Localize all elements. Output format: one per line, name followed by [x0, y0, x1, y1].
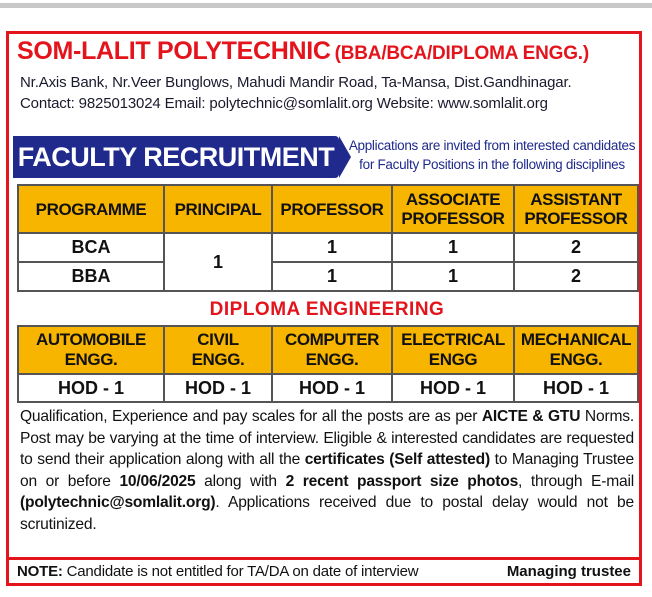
branch-header — [392, 326, 514, 374]
branch-header — [514, 326, 638, 374]
associate-cell: 1 — [392, 233, 514, 262]
advertisement-frame — [6, 31, 642, 586]
branch-line-2: ENGG. — [305, 350, 359, 369]
hod-post-cell: HOD - 1 — [272, 374, 392, 402]
branch-header — [18, 326, 164, 374]
principal-count-cell: 1 — [164, 233, 272, 291]
diploma-table — [17, 325, 639, 403]
professor-cell: 1 — [272, 262, 392, 291]
hod-post-cell: HOD - 1 — [164, 374, 272, 402]
signature: Managing trustee — [506, 563, 631, 580]
branch-line-2: ENGG — [428, 350, 478, 369]
header-associate-line-2: PROFESSOR — [401, 209, 505, 228]
contact-line — [20, 95, 552, 112]
associate-cell: 1 — [392, 262, 514, 291]
branch-header — [164, 326, 272, 374]
top-divider — [0, 3, 652, 8]
instructions-bold: AICTE & GTU — [481, 408, 581, 425]
instructions-text: Norms. Post may be varying at the time of interview. Eligible & interested candidates are requested to send their application along with all the — [20, 408, 634, 469]
deadline-date: 10/06/2025 — [119, 472, 196, 490]
hod-post-cell: HOD - 1 — [514, 374, 638, 402]
header-assistant-professor — [514, 185, 638, 233]
recruitment-banner: FACULTY RECRUITMENT — [13, 136, 339, 178]
header-professor: PROFESSOR — [272, 185, 392, 233]
branch-line-2: ENGG. — [191, 350, 245, 369]
header-principal: PRINCIPAL — [164, 185, 272, 233]
header-associate-line-1: ASSOCIATE — [405, 190, 501, 209]
branch-line-2: ENGG. — [549, 350, 603, 369]
header-assistant-line-1: ASSISTANT — [530, 190, 622, 209]
header-programme: PROGRAMME — [18, 185, 164, 233]
email-label: Email: — [164, 95, 206, 112]
notice-line-2: for Faculty Positions in the following disciplines — [359, 157, 625, 172]
website-label: Website: — [376, 95, 434, 112]
branch-line-1: CIVIL — [197, 330, 239, 349]
contact-phone: 9825013024 — [78, 95, 161, 112]
note-text: Candidate is not entitled for TA/DA on date of interview — [62, 563, 419, 580]
branch-header — [272, 326, 392, 374]
hod-post-cell: HOD - 1 — [392, 374, 514, 402]
application-instructions — [20, 406, 634, 536]
table-row — [18, 262, 638, 291]
institute-programmes: (BBA/BCA/DIPLOMA ENGG.) — [334, 43, 589, 64]
header-associate-professor — [392, 185, 514, 233]
programme-cell: BBA — [18, 262, 164, 291]
instructions-text: Qualification, Experience and pay scales for all the posts are as per — [20, 408, 482, 425]
email-address: polytechnic@somlalit.org — [209, 95, 373, 112]
instructions-text: , through E-mail — [518, 472, 634, 490]
footer-note — [17, 563, 418, 580]
branch-line-1: AUTOMOBILE — [36, 330, 146, 349]
table-header-row — [18, 185, 638, 233]
website-address: www.somlalit.org — [437, 95, 548, 112]
instructions-text: . Applications received due to postal delay would not be scrutinized. — [20, 494, 634, 533]
professor-cell: 1 — [272, 233, 392, 262]
assistant-cell: 2 — [514, 233, 638, 262]
contact-label: Contact: — [20, 95, 75, 112]
instructions-bold: certificates (Self attested) — [304, 451, 490, 469]
instructions-text: along with — [195, 472, 286, 490]
institute-address: Nr.Axis Bank, Nr.Veer Bunglows, Mahudi Mandir Road, Ta-Mansa, Dist.Gandhinagar. — [20, 74, 572, 91]
application-email: (polytechnic@somlalit.org) — [20, 494, 216, 512]
institute-title — [17, 37, 589, 66]
positions-table — [17, 184, 639, 292]
branch-line-2: ENGG. — [64, 350, 118, 369]
table-row — [18, 233, 638, 262]
institute-name: SOM-LALIT POLYTECHNIC — [17, 37, 331, 65]
branch-line-1: ELECTRICAL — [401, 330, 505, 349]
programme-cell: BCA — [18, 233, 164, 262]
recruitment-notice — [347, 136, 637, 174]
header-assistant-line-2: PROFESSOR — [524, 209, 628, 228]
instructions-bold: 2 recent passport size photos — [285, 472, 519, 490]
diploma-heading: DIPLOMA ENGINEERING — [209, 299, 445, 320]
assistant-cell: 2 — [514, 262, 638, 291]
diploma-header-row — [18, 326, 638, 374]
note-label: NOTE: — [17, 563, 63, 580]
hod-post-cell: HOD - 1 — [18, 374, 164, 402]
notice-line-1: Applications are invited from interested candidates — [348, 138, 636, 153]
branch-line-1: MECHANICAL — [520, 330, 632, 349]
diploma-post-row — [18, 374, 638, 402]
footer — [9, 557, 639, 583]
instructions-text: to Managing Trustee on or before — [20, 451, 634, 490]
branch-line-1: COMPUTER — [284, 330, 380, 349]
